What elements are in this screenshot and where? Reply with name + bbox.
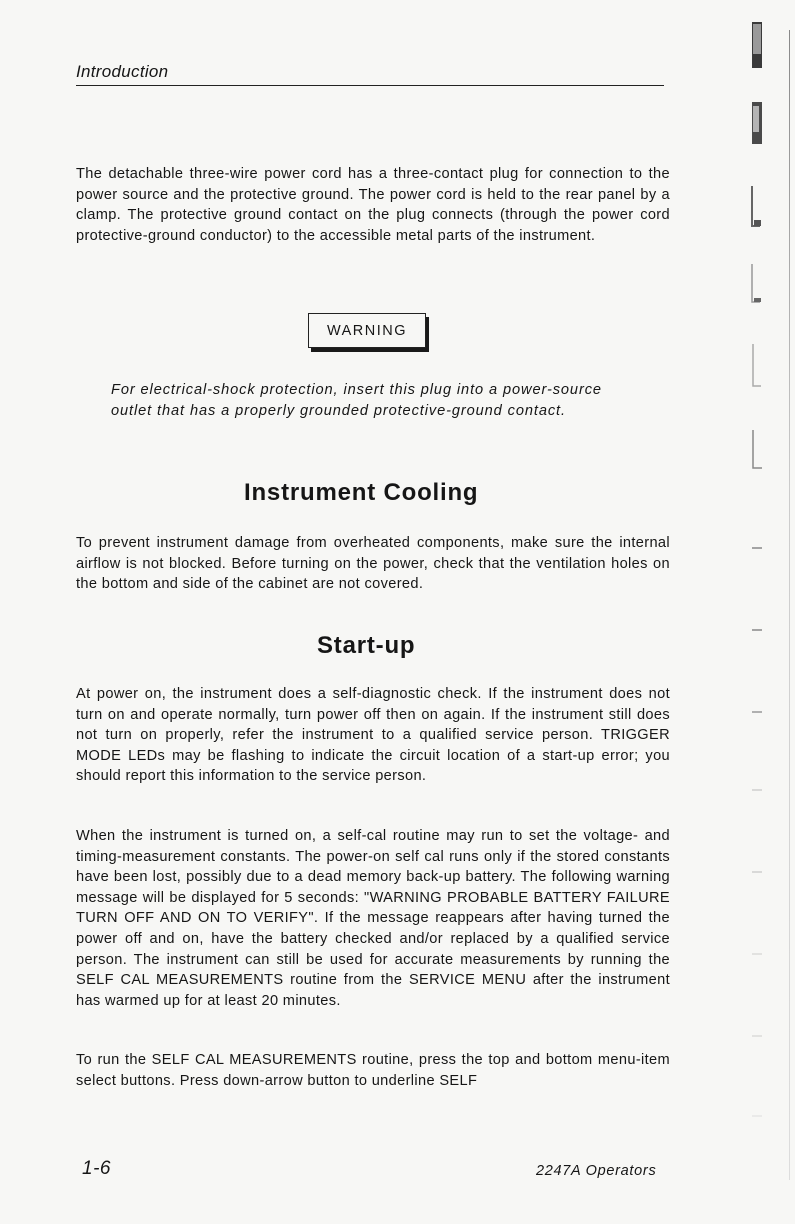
section-header: Introduction (76, 62, 664, 86)
heading-start-up: Start-up (317, 632, 416, 659)
cooling-paragraph: To prevent instrument damage from overheated components, make sure the internal airflow is not blocked. Before turning on the power, check that the ventilation holes on the bottom and side of the cabinet are not covered. (76, 535, 670, 593)
warning-text: For electrical-shock protection, insert this plug into a power-source outlet that has a properly grounded protective-ground contact. (111, 382, 602, 419)
page-number: 1-6 (82, 1158, 111, 1179)
warning-label: WARNING (308, 313, 426, 348)
heading-instrument-cooling: Instrument Cooling (244, 479, 479, 506)
startup-paragraph-3: To run the SELF CAL MEASUREMENTS routine, press the top and bottom menu-item select buttons. Press down-arrow button to underline SELF (76, 1052, 670, 1089)
startup-paragraph-1: At power on, the instrument does a self-diagnostic check. If the instrument does not turn on and operate normally, turn power off then on again. If the instrument still does not turn on properly, refer the instrument to a qualified service person. TRIGGER MODE LEDs may be flashing to indicate the circuit location of a start-up error; you should report this information to the service person. (76, 686, 670, 785)
manual-title: 2247A Operators (536, 1163, 657, 1179)
scan-tab-marks (748, 20, 788, 1200)
page-edge (789, 30, 790, 1180)
startup-paragraph-2: When the instrument is turned on, a self-cal routine may run to set the voltage- and timing-measurement constants. The power-on self cal runs only if the stored constants have been lost, possibly due to a dead memory back-up battery. The following warning message will be displayed for 5 seconds: "WARNING PROBABLE BATTERY FAILURE TURN OFF AND ON TO VERIFY". If the message reappears after having turned the power off and on, have the battery checked and/or replaced by a qualified service person. The instrument can still be used for accurate measurements by running the SELF CAL MEASUREMENTS routine from the SERVICE MENU after the instrument has warmed up for at least 20 minutes. (76, 828, 670, 1009)
power-cord-paragraph: The detachable three-wire power cord has a three-contact plug for connection to the power source and the protective ground. The power cord is held to the rear panel by a clamp. The protective ground contact on the plug connects (through the power cord protective-ground conductor) to the accessible metal parts of the instrument. (76, 166, 670, 244)
